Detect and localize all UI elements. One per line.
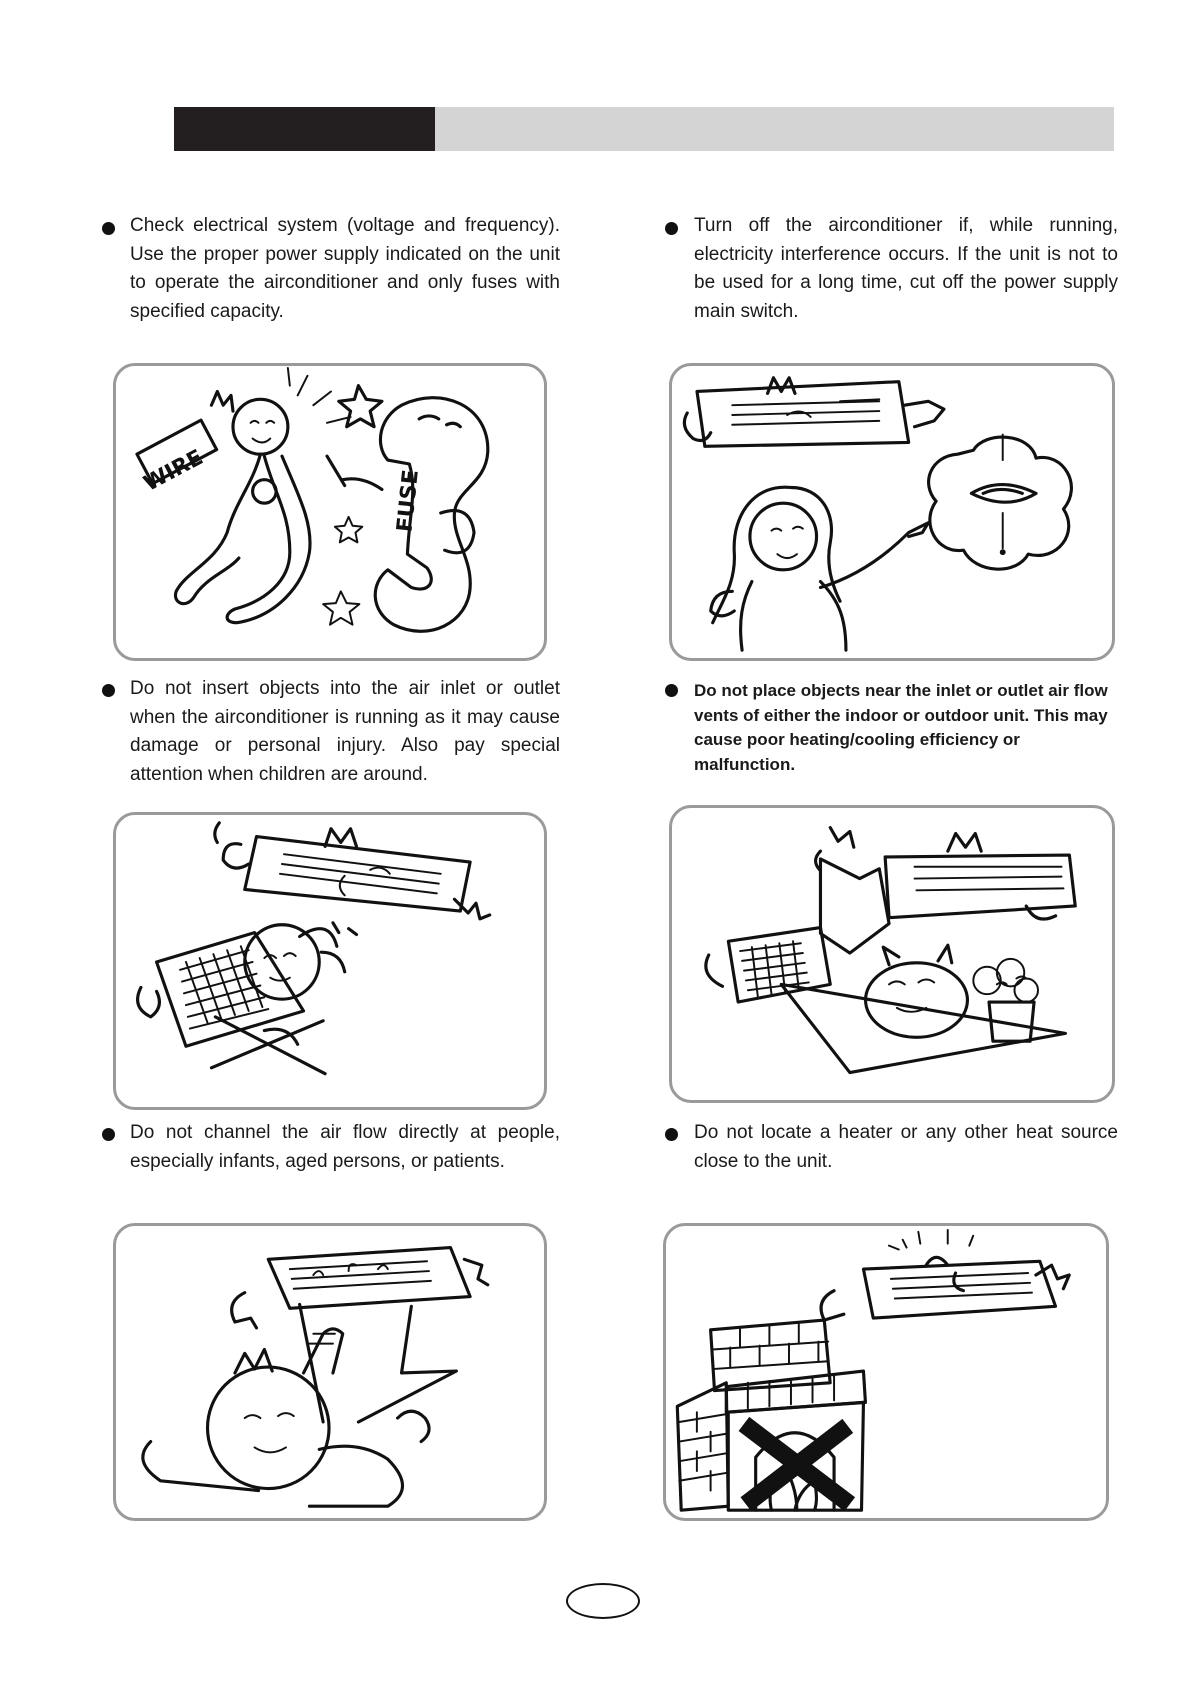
section-header-bar bbox=[174, 107, 1114, 151]
page-number-oval bbox=[566, 1583, 640, 1619]
note-place: Do not place objects near the inlet or outlet air flow vents of either the indoor or outdoor unit. This may cause poor heating/cooling efficiency or malfunction. bbox=[694, 681, 1108, 774]
bullet-icon bbox=[102, 1128, 115, 1141]
section-header-fill bbox=[435, 107, 1114, 151]
section-header-title bbox=[174, 107, 435, 151]
blocked-vents-illustration bbox=[669, 805, 1115, 1103]
child-inlet-illustration bbox=[113, 812, 547, 1110]
fireplace-illustration bbox=[663, 1223, 1109, 1521]
fuse-label: FUSE bbox=[392, 468, 424, 534]
note-insert: Do not insert objects into the air inlet or outlet when the airconditioner is running as it may cause damage or personal injury. Also pay special attention when children are around. bbox=[130, 678, 560, 785]
note-heater: Do not locate a heater or any other heat source close to the unit. bbox=[694, 1122, 1118, 1172]
note-interference: Turn off the airconditioner if, while running, electricity interference occurs. If the unit is not to be used for a long time, cut off the power supply main switch. bbox=[694, 215, 1118, 322]
note-electrical: Check electrical system (voltage and frequency). Use the proper power supply indicated on the unit to operate the airconditioner and only fuses with specified capacity. bbox=[130, 215, 560, 322]
bullet-icon bbox=[665, 222, 678, 235]
bullet-icon bbox=[102, 222, 115, 235]
wire-label: WIRE bbox=[139, 445, 208, 497]
bullet-icon bbox=[665, 1128, 678, 1141]
power-interference-illustration bbox=[669, 363, 1115, 661]
wire-fuse-illustration bbox=[113, 363, 547, 661]
bullet-icon bbox=[102, 684, 115, 697]
note-airflow: Do not channel the air flow directly at people, especially infants, aged persons, or patients. bbox=[130, 1122, 560, 1172]
baby-airflow-illustration bbox=[113, 1223, 547, 1521]
bullet-icon bbox=[665, 684, 678, 697]
